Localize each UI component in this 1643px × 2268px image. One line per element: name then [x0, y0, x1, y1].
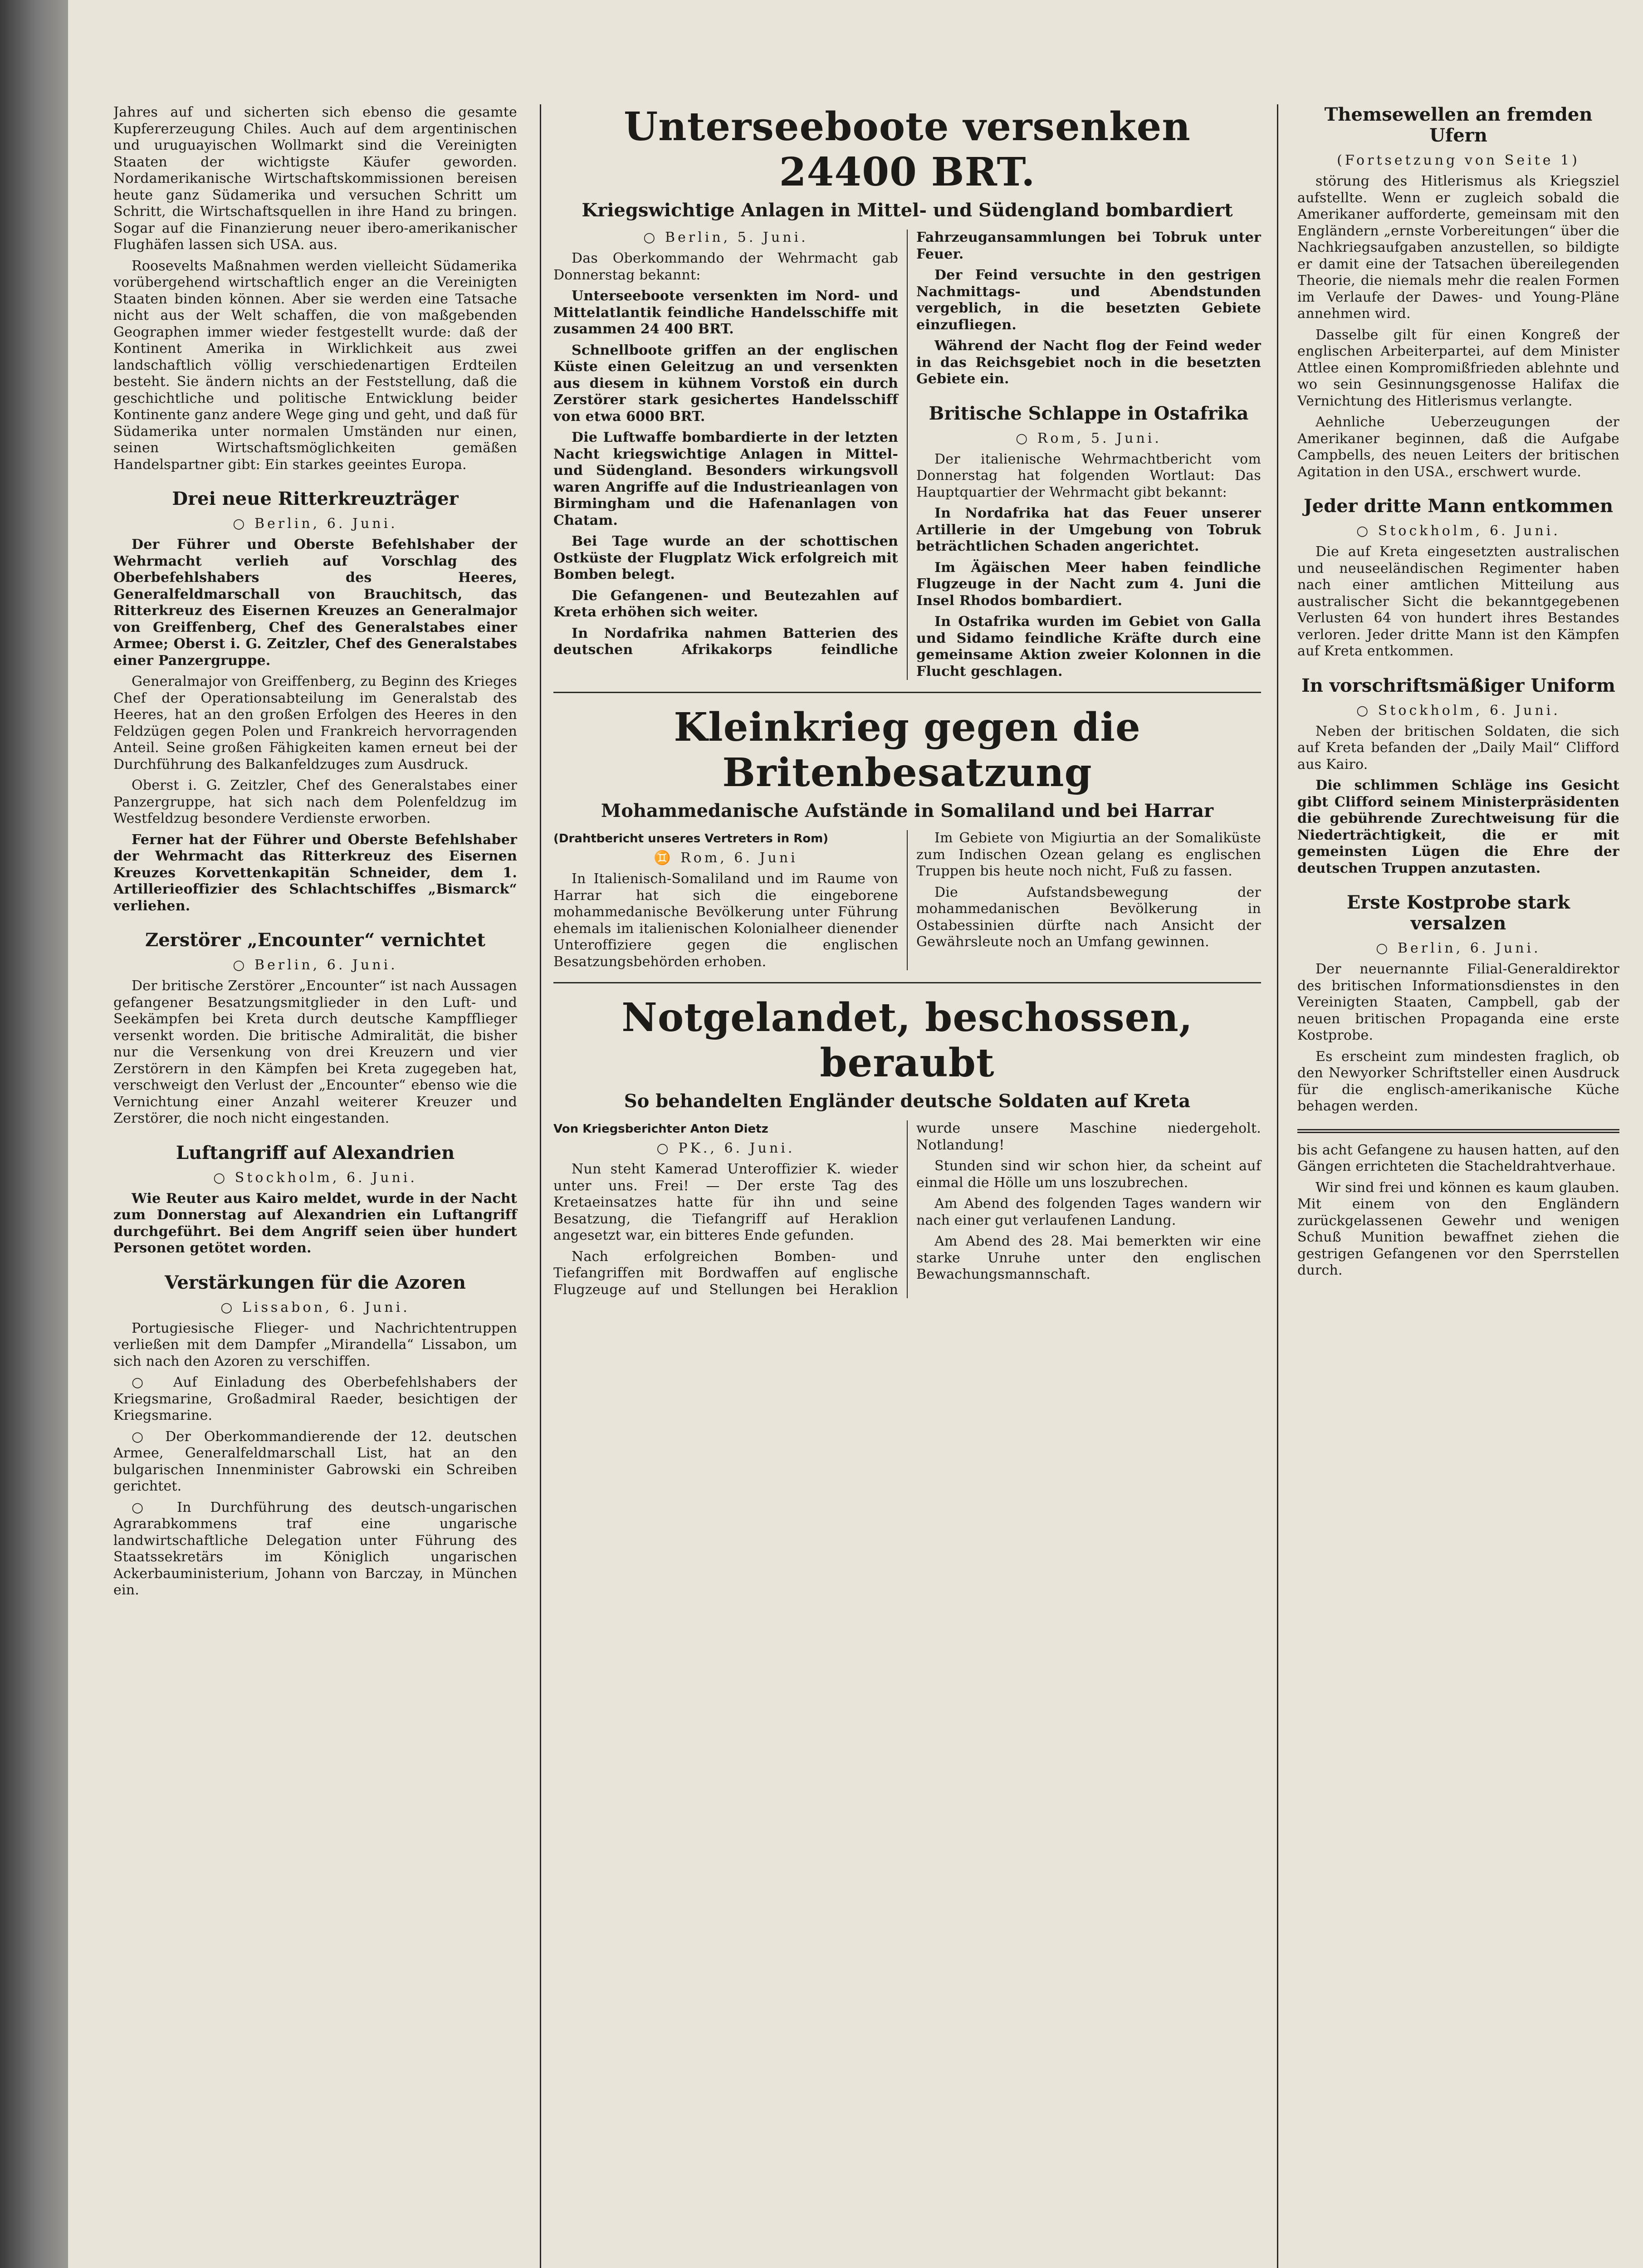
article-text: Portugiesische Flieger- und Nachrichtentruppen verließen mit dem Dampfer „Mirandella“ Lissabon, um sich nach den Azoren zu verschiffen.: [113, 1320, 517, 1369]
dateline: ○ Berlin, 6. Juni.: [233, 516, 398, 532]
article-text: Dasselbe gilt für einen Kongreß der englischen Arbeiterpartei, auf dem Minister Attlee einen Kompromißfrieden ablehnte und wo sein Gesinnungsgenosse Halifax die Vernichtung des Hitlerismus verlangte.: [1297, 327, 1619, 409]
article-text: Wir sind frei und können es kaum glauben. Mit einem von den Engländern zurückgelassenen Gewehr und wenigen Schuß Munition bewaffnet ziehen die gestrigen Gefangenen vor den Sperrstellen durch.: [1297, 1179, 1619, 1278]
divider: [553, 982, 1261, 983]
main-headline: Unterseeboote versenken 24400 BRT.: [624, 104, 1191, 195]
divider: [1297, 1129, 1619, 1133]
source-line: (Drahtbericht unseres Vertreters in Rom): [553, 832, 829, 846]
dateline: ○ Stockholm, 6. Juni.: [213, 1169, 417, 1186]
article-text: In Italienisch-Somaliland und im Raume von Harrar hat sich die eingeborene mohammedanische Bevölkerung unter Führung ehemals im italienischen Kolonialheer dienender Unteroffiziere gegen die englischen Besatzungsbehörden erhoben.: [553, 871, 898, 970]
headline-encounter: Zerstörer „Encounter“ vernichtet: [145, 929, 485, 951]
article-text: Generalmajor von Greiffenberg, zu Beginn des Krieges Chef der Operationsabteilung im Generalstab des Heeres, hat an den großen Erfolgen des Heeres in den Feldzügen gegen Polen und Frankreich hervorragenden Anteil. Seine großen Fähigkeiten kamen erneut bei der Durchführung des Balkanfeldzuges zum Ausdruck.: [113, 674, 517, 772]
article-text: Während der Nacht flog der Feind weder in das Reichsgebiet noch in die besetzten Gebiete ein.: [916, 338, 1261, 387]
article-text: Stunden sind wir schon hier, da scheint auf einmal die Hölle um uns loszubrechen.: [916, 1158, 1261, 1191]
article-body: [553, 230, 1261, 680]
byline: Von Kriegsberichter Anton Dietz: [553, 1122, 768, 1136]
article-text: In Nordafrika nahmen Batterien des deutschen Afrikakorps feindliche Fahrzeugansammlungen bei Tobruk unter Feuer.: [553, 230, 1261, 658]
left-column: [113, 104, 531, 2268]
headline-ritterkreuz: Drei neue Ritterkreuzträger: [172, 488, 459, 509]
article-text: Das Oberkommando der Wehrmacht gab Donnerstag bekannt:: [553, 250, 898, 283]
article-text: Schnellboote griffen an der englischen Küste einen Geleitzug an und versenkten aus diesem in kühnem Vorstoß ein durch Zerstörer stark gesichertes Handelsschiff von etwa 6000 BRT.: [553, 342, 898, 425]
middle-column: [544, 104, 1270, 2268]
article-text: Die Luftwaffe bombardierte in der letzten Nacht kriegswichtige Anlagen in Mittel- und Südengland. Besonders wirkungsvoll waren Angriffe auf die Industrieanlagen von Birmingham und die Hafenanlagen von Chatam.: [553, 430, 898, 528]
dateline: ○ PK., 6. Juni.: [656, 1140, 795, 1156]
article-text: störung des Hitlerismus als Kriegsziel aufstellte. Wenn er zugleich sobald die Amerikaner aufforderte, gemeinsam mit den Engländern „ernste Vorbereitungen“ über die Nachkriegsaufgaben anzustellen, so bildigte er damit eine der Tatsachen übereilegenden Theorie, die niemals mehr die realen Formen im Verlaufe der Dawes- und Young-Pläne annehmen wird.: [1297, 173, 1619, 322]
dateline: ○ Berlin, 6. Juni.: [233, 957, 398, 973]
subheadline: Kriegswichtige Anlagen in Mittel- und Südengland bombardiert: [582, 200, 1233, 221]
headline-themsewellen: Themsewellen an fremden Ufern: [1324, 104, 1593, 146]
article-text: In Nordafrika hat das Feuer unserer Artillerie in der Umgebung von Tobruk beträchtlichen Schaden angerichtet.: [916, 505, 1261, 554]
continuation-note: (Fortsetzung von Seite 1): [1337, 152, 1580, 168]
article-text: Im Gebiete von Migiurtia an der Somaliküste zum Indischen Ozean gelang es englischen Truppen bis heute noch nicht, Fuß zu fassen.: [916, 830, 1261, 879]
article-text: ○ In Durchführung des deutsch-ungarischen Agrarabkommens traf eine ungarische landwirtschaftliche Delegation unter Führung des Staatssekretärs im Königlich ungarischen Ackerbauministerium, Johann von Barczay, in München ein.: [113, 1499, 517, 1598]
article-text: Unterseeboote versenkten im Nord- und Mittelatlantik feindliche Handelsschiffe mit zusammen 24 400 BRT.: [553, 288, 898, 337]
article-text: Wie Reuter aus Kairo meldet, wurde in der Nacht zum Donnerstag auf Alexandrien ein Luftangriff durchgeführt. Bei dem Angriff seien über hundert Personen getötet worden.: [113, 1190, 517, 1256]
article-text: bis acht Gefangene zu hausen hatten, auf den Gängen errichteten die Stacheldrahtverhaue.: [1297, 1142, 1619, 1174]
article-text: Der britische Zerstörer „Encounter“ ist nach Aussagen gefangener Besatzungsmitglieder in den Luft- und Seekämpfen bei Kreta durch deutsche Kampfflieger versenkt worden. Die britische Admiralität, die bisher nur die Versenkung von drei Kreuzern und vier Zerstörern in den Kämpfen bei Kreta zugegeben hat, verschweigt den Verlust der „Encounter“ ebenso wie die Vernichtung einer Anzahl weiterer Kreuzer und Zerstörer, die noch nicht eingestanden.: [113, 978, 517, 1126]
dateline: ○ Berlin, 5. Juni.: [643, 230, 808, 245]
article-text: Nun steht Kamerad Unteroffizier K. wieder unter uns. Frei! — Der erste Tag des Kretaeinsatzes hatte für ihn und seine Besatzung, die Tiefangriff auf Heraklion angesetzt war, ein bitteres Ende gefunden.: [553, 1161, 898, 1243]
right-column: [1284, 104, 1619, 2268]
headline-kostprobe: Erste Kostprobe stark versalzen: [1346, 892, 1570, 934]
subheadline: So behandelten Engländer deutsche Soldaten auf Kreta: [624, 1090, 1191, 1112]
dateline: ○ Rom, 5. Juni.: [1016, 430, 1162, 446]
column-rule: [540, 104, 541, 2268]
headline-kleinkrieg: Kleinkrieg gegen die Britenbesatzung: [674, 704, 1141, 796]
article-text: Die auf Kreta eingesetzten australischen und neuseeländischen Regimenter haben nach einer amtlichen Mitteilung aus australischer Sicht die bekanntgegebenen Verlusten 64 von hundert ihres Bestandes verloren. Jeder dritte Mann ist den Kämpfen auf Kreta entkommen.: [1297, 544, 1619, 659]
headline-alexandrien: Luftangriff auf Alexandrien: [176, 1142, 455, 1163]
article-text: Die schlimmen Schläge ins Gesicht gibt Clifford seinem Ministerpräsidenten die gebührende Zurechtweisung für die Niederträchtigkeit, die er mit gemeinsten Lügen die Ehre der deutschen Truppen anzutasten.: [1297, 777, 1619, 876]
article-text: Der Feind versuchte in den gestrigen Nachmittags- und Abendstunden vergeblich, in die besetzten Gebiete einzufliegen.: [916, 267, 1261, 333]
article-text: Es erscheint zum mindesten fraglich, ob den Newyorker Schriftsteller einen Ausdruck für die englisch-amerikanische Küche behagen werden.: [1297, 1048, 1619, 1114]
article-body: [553, 1120, 1261, 1298]
dateline: ○ Berlin, 6. Juni.: [1376, 940, 1541, 956]
headline-ostafrika: Britische Schlappe in Ostafrika: [929, 402, 1249, 424]
article-text: Nach erfolgreichen Bomben- und Tiefangriffen mit Bordwaffen auf englische Flugzeuge auf und Stellungen bei Heraklion wurde unsere Maschine niedergeholt. Notlandung!: [553, 1120, 1261, 1298]
article-text: Oberst i. G. Zeitzler, Chef des Generalstabes einer Panzergruppe, hat sich nach dem Polenfeldzug im Westfeldzug besondere Verdienste erworben.: [113, 777, 517, 826]
article-text: Am Abend des 28. Mai bemerkten wir eine starke Unruhe unter den englischen Bewachungsmannschaft.: [916, 1233, 1261, 1282]
article-text: Ferner hat der Führer und Oberste Befehlshaber der Wehrmacht das Ritterkreuz des Eisernen Kreuzes Korvettenkapitän Schneider, dem 1. Artillerieoffizier des Schlachtschiffes „Bismarck“ verliehen.: [113, 831, 517, 914]
article-text: Neben der britischen Soldaten, die sich auf Kreta befanden der „Daily Mail“ Clifford aus Kairo.: [1297, 723, 1619, 772]
article-text: Der neuernannte Filial-Generaldirektor des britischen Informationsdienstes in den Vereinigten Staaten, Campbell, gab der neuen britischen Propaganda eine erste Kostprobe.: [1297, 961, 1619, 1043]
article-text: Der italienische Wehrmachtbericht vom Donnerstag hat folgenden Wortlaut: Das Hauptquartier der Wehrmacht gibt bekannt:: [916, 451, 1261, 500]
article-text: Die Aufstandsbewegung der mohammedanischen Bevölkerung in Ostabessinien dürfte nach Ansicht der Gewährsleute noch an Umfang gewinnen.: [916, 884, 1261, 950]
article-text: Jahres auf und sicherten sich ebenso die gesamte Kupfererzeugung Chiles. Auch auf dem argentinischen und uruguayischen Wollmarkt sind die Vereinigten Staaten der wichtigste Käufer geworden. Nordamerikanische Wirtschaftskommissionen bereisen heute ganz Südamerika und versuchen Schritt um Schritt, die Wirtschaftsquellen in ihre Hand zu bringen. Sogar auf die Finanzierung neuer ibero-amerikanischer Flughäfen lassen sich USA. aus.: [113, 104, 517, 253]
article-text: Roosevelts Maßnahmen werden vielleicht Südamerika vorübergehend wirtschaftlich enger an die Vereinigten Staaten binden können. Aber sie werden eine Tatsache nicht aus der Welt schaffen, die von maßgebenden Geographen immer wieder festgestellt wurde: daß der Kontinent Amerika in Wirklichkeit aus zwei landschaftlich völlig verschiedenartigen Erdteilen besteht. Sie ändern nichts an der Feststellung, daß die geschichtliche und politische Entwicklung beider Kontinente ganz andere Wege ging und geht, und daß für Südamerika unter normalen Umständen nur einen, seinen Wirtschaftsmöglichkeiten gemäßen Handelspartner gibt: Ein starkes geeintes Europa.: [113, 258, 517, 473]
headline-notgelandet: Notgelandet, beschossen, beraubt: [621, 995, 1193, 1086]
article-text: Die Gefangenen- und Beutezahlen auf Kreta erhöhen sich weiter.: [553, 587, 898, 620]
headline-azoren: Verstärkungen für die Azoren: [164, 1271, 466, 1293]
newspaper-page: [68, 0, 1643, 2268]
article-text: Am Abend des folgenden Tages wandern wir nach einer gut verlaufenen Landung.: [916, 1196, 1261, 1228]
scanner-edge: [0, 0, 68, 2268]
column-rule: [1277, 104, 1278, 2268]
dateline: ○ Stockholm, 6. Juni.: [1356, 702, 1560, 719]
dateline: ○ Lissabon, 6. Juni.: [220, 1299, 410, 1315]
dateline: ♊ Rom, 6. Juni: [654, 850, 798, 866]
article-text: In Ostafrika wurden im Gebiet von Galla und Sidamo feindliche Kräfte durch eine gemeinsame Aktion zweier Kolonnen in die Flucht geschlagen.: [916, 614, 1261, 679]
subheadline: Mohammedanische Aufstände in Somaliland und bei Harrar: [601, 800, 1214, 821]
article-text: ○ Auf Einladung des Oberbefehlshabers der Kriegsmarine, Großadmiral Raeder, besichtigen der Kriegsmarine.: [113, 1374, 517, 1423]
article-text: ○ Der Oberkommandierende der 12. deutschen Armee, Generalfeldmarschall List, hat an den bulgarischen Innenminister Gabrowski ein Schreiben gerichtet.: [113, 1428, 517, 1494]
article-lead: Der Führer und Oberste Befehlshaber der Wehrmacht verlieh auf Vorschlag des Oberbefehlshabers des Heeres, Generalfeldmarschall von Brauchitsch, das Ritterkreuz des Eisernen Kreuzes an Generalmajor von Greiffenberg, Chef des Generalstabes einer Armee; Oberst i. G. Zeitzler, Chef des Generalstabes einer Panzergruppe.: [113, 537, 517, 669]
headline-uniform: In vorschriftsmäßiger Uniform: [1301, 675, 1615, 696]
article-text: Aehnliche Ueberzeugungen der Amerikaner beginnen, daß die Aufgabe Campbells, des neuen Leiters der britischen Agitation in den USA., erschwert wurde.: [1297, 414, 1619, 480]
headline-jeder-dritte: Jeder dritte Mann entkommen: [1303, 495, 1614, 517]
article-text: Im Ägäischen Meer haben feindliche Flugzeuge in der Nacht zum 4. Juni die Insel Rhodos bombardiert.: [916, 559, 1261, 609]
dateline: ○ Stockholm, 6. Juni.: [1356, 523, 1560, 539]
article-body: [553, 830, 1261, 970]
article-text: Bei Tage wurde an der schottischen Ostküste der Flugplatz Wick erfolgreich mit Bomben belegt.: [553, 533, 898, 582]
divider: [553, 692, 1261, 693]
